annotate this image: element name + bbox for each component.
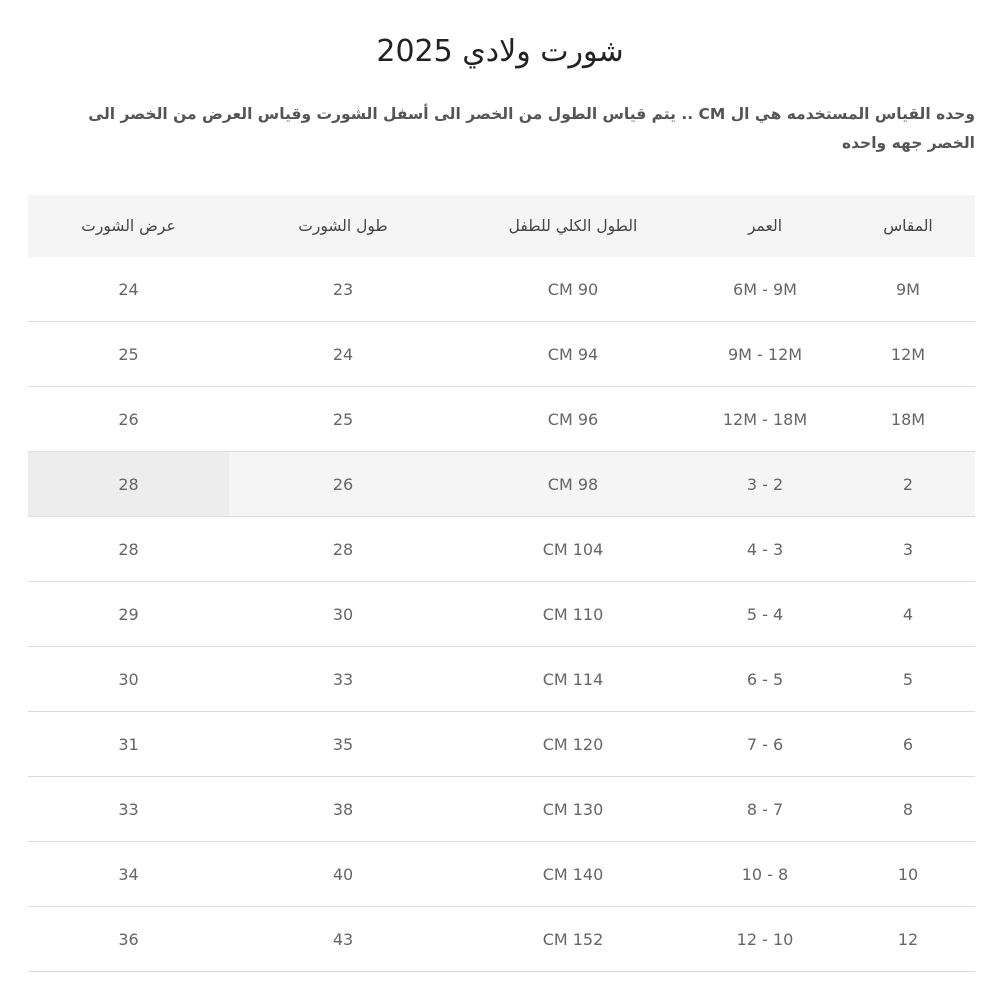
cell-size: 10 [841,842,975,907]
table-header-row [28,195,975,257]
cell-age: 12 - 10 [689,907,841,972]
cell-size: 6 [841,712,975,777]
cell-shorts-width: 26 [28,387,229,452]
cell-child-height: CM 96 [457,387,689,452]
cell-shorts-length: 26 [229,452,457,517]
cell-age: 8 - 7 [689,777,841,842]
note-text-end: .. يتم قياس الطول من الخصر الى أسفل الشورت وقياس العرض من الخصر الى الخصر جهه واحده [88,105,975,152]
cell-shorts-width: 25 [28,322,229,387]
table-row [28,387,975,452]
cell-size: 8 [841,777,975,842]
table-body [28,257,975,972]
cell-shorts-length: 25 [229,387,457,452]
cell-age: 6 - 5 [689,647,841,712]
cell-child-height: CM 120 [457,712,689,777]
cell-shorts-length: 35 [229,712,457,777]
cell-age: 9M - 12M [689,322,841,387]
cell-child-height: CM 140 [457,842,689,907]
page-title: شورت ولادي 2025 [376,34,624,69]
cell-child-height: CM 130 [457,777,689,842]
cell-size: 12 [841,907,975,972]
cell-shorts-length: 33 [229,647,457,712]
cell-child-height: CM 90 [457,257,689,322]
cell-shorts-width: 29 [28,582,229,647]
cell-child-height: CM 94 [457,322,689,387]
cell-child-height: CM 104 [457,517,689,582]
header-shorts-length: طول الشورت [229,195,457,257]
header-size: المقاس [841,195,975,257]
cell-age: 10 - 8 [689,842,841,907]
measurement-note [50,100,975,158]
cell-age: 7 - 6 [689,712,841,777]
table-row [28,777,975,842]
table-row [28,842,975,907]
table-row [28,907,975,972]
cell-age: 4 - 3 [689,517,841,582]
cell-size: 12M [841,322,975,387]
cell-age: 6M - 9M [689,257,841,322]
cell-child-height: CM 114 [457,647,689,712]
cell-shorts-width: 34 [28,842,229,907]
cell-shorts-length: 23 [229,257,457,322]
cell-shorts-width: 31 [28,712,229,777]
cell-size: 9M [841,257,975,322]
cell-shorts-length: 40 [229,842,457,907]
size-table [28,195,975,972]
cell-shorts-length: 43 [229,907,457,972]
note-text-start: وحده القياس المستخدمه هي ال [730,105,975,123]
cell-shorts-width: 33 [28,777,229,842]
header-shorts-width: عرض الشورت [28,195,229,257]
cell-size: 4 [841,582,975,647]
cell-shorts-length: 24 [229,322,457,387]
cell-age: 12M - 18M [689,387,841,452]
cell-shorts-width: 28 [28,517,229,582]
cell-size: 3 [841,517,975,582]
cell-child-height: CM 98 [457,452,689,517]
cell-child-height: CM 152 [457,907,689,972]
cell-shorts-width: 24 [28,257,229,322]
cell-shorts-width: 36 [28,907,229,972]
cell-size: 18M [841,387,975,452]
cell-child-height: CM 110 [457,582,689,647]
table-row [28,257,975,322]
cell-shorts-width: 30 [28,647,229,712]
table-row [28,647,975,712]
cell-shorts-length: 38 [229,777,457,842]
cell-shorts-width: 28 [28,452,229,517]
cell-size: 5 [841,647,975,712]
table-row [28,582,975,647]
cell-age: 3 - 2 [689,452,841,517]
cell-shorts-length: 30 [229,582,457,647]
table-row [28,322,975,387]
table-row [28,452,975,517]
table-row [28,712,975,777]
cell-shorts-length: 28 [229,517,457,582]
header-age: العمر [689,195,841,257]
cell-age: 5 - 4 [689,582,841,647]
header-child-height: الطول الكلي للطفل [457,195,689,257]
cell-size: 2 [841,452,975,517]
note-unit: CM [698,105,726,123]
table-row [28,517,975,582]
